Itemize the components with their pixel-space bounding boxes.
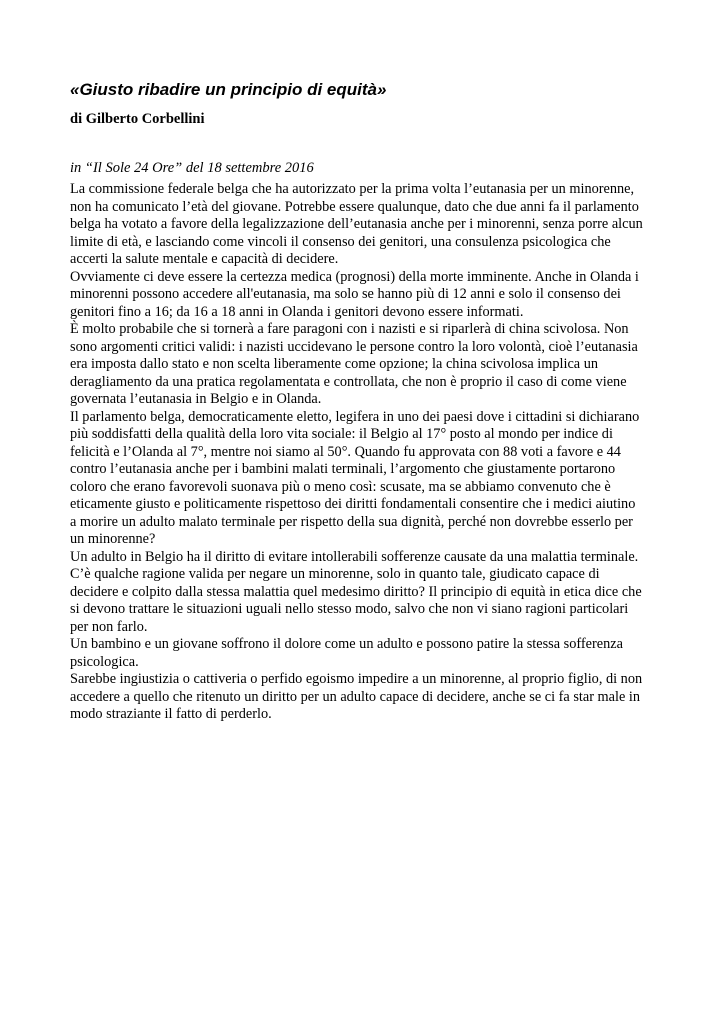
- body-line: non ha comunicato l’età del giovane. Potrebbe essere qualunque, dato che due anni fa il parlamento: [70, 198, 639, 215]
- body-line: accerti la salute mentale e capacità di decidere.: [70, 251, 339, 267]
- body-line: a morire un adulto malato terminale per rispetto della sua dignità, perché non dovrebbe esserlo per: [70, 513, 633, 530]
- article-body: [70, 181, 690, 724]
- body-line: psicologica.: [70, 653, 139, 670]
- article-source: in “Il Sole 24 Ore” del 18 settembre 2016: [70, 160, 314, 176]
- body-line: era imposta dallo stato e non scelta liberamente come opzione; la china scivolosa implica un: [70, 356, 599, 372]
- body-line: deragliamento da una pratica regolamentata e controllata, che non è proprio il caso di come viene: [70, 373, 627, 390]
- body-line: La commissione federale belga che ha autorizzato per la prima volta l’eutanasia per un minorenne,: [70, 181, 635, 197]
- body-line: Un adulto in Belgio ha il diritto di evitare intollerabili sofferenze causate da una malattia terminale.: [70, 548, 639, 565]
- body-line: belga ha votato a favore della legalizzazione dell’eutanasia anche per i minorenni, senza porre alcun: [70, 216, 643, 232]
- body-line: coloro che erano favorevoli suonava più o meno così: scusate, ma se abbiamo convenuto che è: [70, 478, 611, 495]
- body-line: Ovviamente ci deve essere la certezza medica (prognosi) della morte imminente. Anche in Olanda i: [70, 268, 639, 285]
- body-line: felicità e l’Olanda al 7°, mentre noi siamo al 50°. Quando fu approvata con 88 voti a favore e 44: [70, 443, 621, 460]
- body-line: genitori fino a 16; da 16 a 18 anni in Olanda i genitori devono essere informati.: [70, 303, 524, 320]
- body-line: eticamente giusto e politicamente rispettoso dei diritti fondamentali consentire che i medici aiutino: [70, 496, 636, 512]
- article-title: «Giusto ribadire un principio di equità»: [70, 80, 387, 99]
- body-line: contro l’eutanasia anche per i bambini malati terminali, l’argomento che giustamente portarono: [70, 461, 616, 477]
- body-line: È molto probabile che si tornerà a fare paragoni con i nazisti e si riparlerà di china scivolosa. Non: [70, 321, 629, 337]
- body-line: C’è qualche ragione valida per negare un minorenne, solo in quanto tale, giudicato capace di: [70, 566, 600, 582]
- body-line: si devono trattare le situazioni uguali nello stesso modo, salvo che non vi siano ragioni particolari: [70, 601, 629, 617]
- body-line: un minorenne?: [70, 531, 156, 547]
- body-line: Il parlamento belga, democraticamente eletto, legifera in uno dei paesi dove i cittadini si dichiarano: [70, 408, 640, 425]
- body-line: Un bambino e un giovane soffrono il dolore come un adulto e possono patire la stessa sofferenza: [70, 636, 623, 652]
- body-line: sono argomenti critici validi: i nazisti uccidevano le persone contro la loro volontà, cioè l’eutanasia: [70, 338, 638, 355]
- article-author: di Gilberto Corbellini: [70, 111, 205, 127]
- body-line: accedere a quello che ritenuto un diritto per un adulto capace di decidere, anche se ci fa star male in: [70, 688, 641, 705]
- body-line: minorenni possono accedere all'eutanasia, ma solo se hanno più di 12 anni e solo il consenso dei: [70, 286, 621, 302]
- body-line: decidere e colpito dalla stessa malattia quel medesimo diritto? Il principio di equità in etica dice che: [70, 583, 642, 600]
- body-line: più soddisfatti della qualità della loro vita sociale: il Belgio al 17° posto al mondo per indice di: [70, 426, 613, 442]
- body-line: modo straziante il fatto di perderlo.: [70, 706, 272, 722]
- body-line: Sarebbe ingiustizia o cattiveria o perfido egoismo impedire a un minorenne, al proprio figlio, di non: [70, 671, 643, 687]
- body-line: per non farlo.: [70, 618, 148, 635]
- body-line: limite di età, e lasciando come vincoli il consenso dei genitori, una consulenza psicologica che: [70, 233, 611, 250]
- body-line: governata l’eutanasia in Belgio e in Olanda.: [70, 391, 322, 407]
